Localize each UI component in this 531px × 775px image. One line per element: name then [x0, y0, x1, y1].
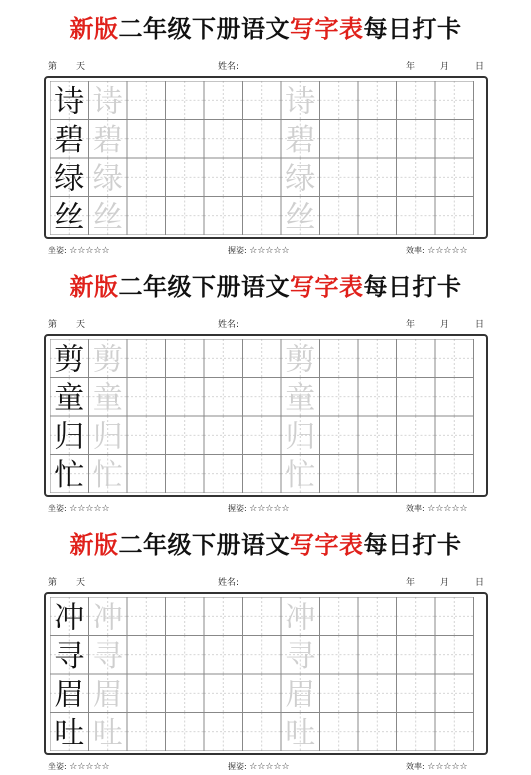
practice-sheet — [0, 0, 531, 258]
sheet-title — [0, 14, 531, 44]
trace-character: 碧 — [285, 122, 316, 158]
date-label: 日 — [475, 320, 485, 330]
trace-character: 寻 — [92, 638, 123, 674]
trace-character: 归 — [92, 419, 123, 455]
practice-sheet — [0, 258, 531, 516]
title-daily-checkin: 每日打卡 — [363, 272, 462, 301]
trace-character: 忙 — [92, 457, 123, 493]
trace-character: 眉 — [92, 677, 123, 713]
date-label: 日 — [475, 62, 485, 72]
title-grade: 二年级下册语文 — [118, 272, 290, 301]
efficiency-stars[interactable]: ☆☆☆☆☆ — [427, 504, 468, 514]
practice-sheet — [0, 516, 531, 774]
day-label-suffix: 天 — [76, 62, 86, 72]
name-label: 姓名: — [218, 62, 240, 72]
model-character: 冲 — [54, 600, 85, 636]
month-label: 月 — [440, 578, 450, 588]
day-label-prefix: 第 — [48, 62, 58, 72]
day-label-prefix: 第 — [48, 578, 58, 588]
trace-character: 绿 — [92, 161, 123, 197]
trace-character: 冲 — [92, 600, 123, 636]
model-character: 吐 — [54, 715, 85, 751]
tianzige-grid — [50, 81, 482, 235]
model-character: 童 — [54, 380, 85, 416]
posture-rating — [48, 245, 110, 257]
posture-label: 坐姿: — [48, 246, 67, 255]
posture-rating — [48, 503, 110, 515]
efficiency-label: 效率: — [406, 504, 425, 513]
posture-label: 坐姿: — [48, 762, 67, 771]
title-writing-table: 写字表 — [290, 272, 364, 301]
trace-character: 童 — [285, 380, 316, 416]
title-grade: 二年级下册语文 — [118, 14, 290, 43]
grip-stars[interactable]: ☆☆☆☆☆ — [249, 246, 290, 256]
trace-character: 归 — [285, 419, 316, 455]
model-character: 忙 — [54, 457, 85, 493]
year-label: 年 — [406, 578, 416, 588]
efficiency-label: 效率: — [406, 246, 425, 255]
day-label-suffix: 天 — [76, 578, 86, 588]
grip-rating — [228, 245, 290, 257]
trace-character: 吐 — [92, 715, 123, 751]
day-label-suffix: 天 — [76, 320, 86, 330]
name-label: 姓名: — [218, 320, 240, 330]
year-label: 年 — [406, 320, 416, 330]
name-label: 姓名: — [218, 578, 240, 588]
month-label: 月 — [440, 320, 450, 330]
grip-stars[interactable]: ☆☆☆☆☆ — [249, 504, 290, 514]
title-grade: 二年级下册语文 — [118, 530, 290, 559]
efficiency-stars[interactable]: ☆☆☆☆☆ — [427, 762, 468, 772]
title-writing-table: 写字表 — [290, 530, 364, 559]
efficiency-rating — [406, 761, 468, 773]
trace-character: 诗 — [285, 84, 316, 120]
trace-character: 剪 — [92, 342, 123, 378]
month-label: 月 — [440, 62, 450, 72]
trace-character: 冲 — [285, 600, 316, 636]
trace-character: 丝 — [285, 199, 316, 235]
title-new-edition: 新版 — [69, 14, 119, 43]
efficiency-rating — [406, 503, 468, 515]
title-new-edition: 新版 — [69, 272, 119, 301]
posture-stars[interactable]: ☆☆☆☆☆ — [69, 762, 110, 772]
trace-character: 碧 — [92, 122, 123, 158]
trace-character: 童 — [92, 380, 123, 416]
trace-character: 绿 — [285, 161, 316, 197]
trace-character: 吐 — [285, 715, 316, 751]
trace-character: 剪 — [285, 342, 316, 378]
posture-stars[interactable]: ☆☆☆☆☆ — [69, 504, 110, 514]
grip-stars[interactable]: ☆☆☆☆☆ — [249, 762, 290, 772]
sheet-title — [0, 530, 531, 560]
grip-label: 握姿: — [228, 762, 247, 771]
model-character: 丝 — [54, 199, 85, 235]
grip-rating — [228, 503, 290, 515]
efficiency-label: 效率: — [406, 762, 425, 771]
grip-rating — [228, 761, 290, 773]
model-character: 碧 — [54, 122, 85, 158]
trace-character: 诗 — [92, 84, 123, 120]
grip-label: 握姿: — [228, 504, 247, 513]
model-character: 眉 — [54, 677, 85, 713]
model-character: 绿 — [54, 161, 85, 197]
model-character: 剪 — [54, 342, 85, 378]
grip-label: 握姿: — [228, 246, 247, 255]
trace-character: 丝 — [92, 199, 123, 235]
year-label: 年 — [406, 62, 416, 72]
date-label: 日 — [475, 578, 485, 588]
trace-character: 眉 — [285, 677, 316, 713]
model-character: 归 — [54, 419, 85, 455]
trace-character: 忙 — [285, 457, 316, 493]
model-character: 诗 — [54, 84, 85, 120]
model-character: 寻 — [54, 638, 85, 674]
posture-label: 坐姿: — [48, 504, 67, 513]
title-writing-table: 写字表 — [290, 14, 364, 43]
efficiency-rating — [406, 245, 468, 257]
sheet-title — [0, 272, 531, 302]
tianzige-grid — [50, 339, 482, 493]
efficiency-stars[interactable]: ☆☆☆☆☆ — [427, 246, 468, 256]
trace-character: 寻 — [285, 638, 316, 674]
title-daily-checkin: 每日打卡 — [363, 14, 462, 43]
title-daily-checkin: 每日打卡 — [363, 530, 462, 559]
title-new-edition: 新版 — [69, 530, 119, 559]
day-label-prefix: 第 — [48, 320, 58, 330]
tianzige-grid — [50, 597, 482, 751]
posture-rating — [48, 761, 110, 773]
posture-stars[interactable]: ☆☆☆☆☆ — [69, 246, 110, 256]
